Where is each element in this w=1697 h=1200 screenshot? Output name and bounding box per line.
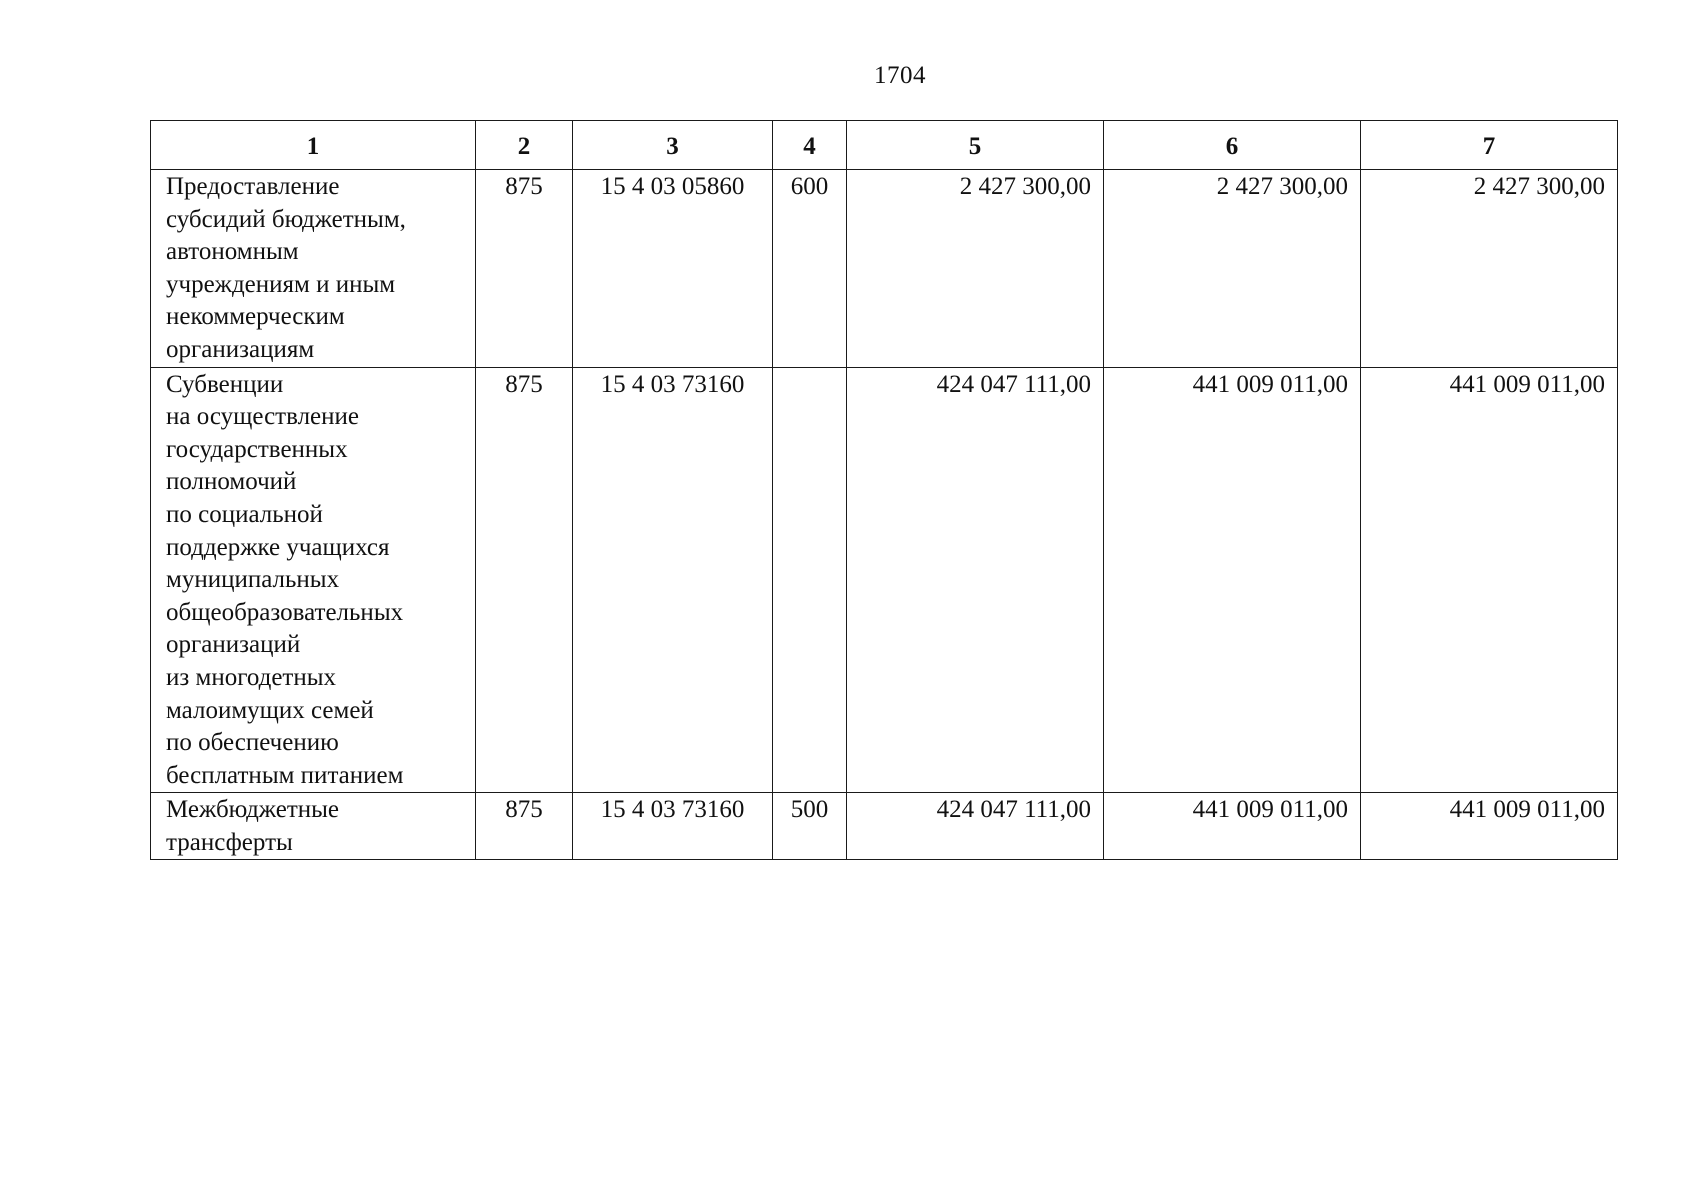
column-header: 1 [151, 121, 476, 170]
column-header: 5 [847, 121, 1104, 170]
row-amount-cell: 424 047 111,00 [847, 367, 1104, 793]
row-code-cell: 875 [476, 793, 573, 860]
row-code-cell: 600 [773, 170, 847, 368]
row-amount-cell: 441 009 011,00 [1104, 793, 1361, 860]
row-amount-cell: 2 427 300,00 [847, 170, 1104, 368]
row-code-cell: 15 4 03 73160 [573, 793, 773, 860]
row-name-cell: Предоставление субсидий бюджетным, автономным учреждениям и иным некоммерческим организациям [151, 170, 476, 368]
page-number: 1704 [874, 62, 926, 89]
row-name-cell: Субвенции на осуществление государственных полномочий по социальной поддержке учащихся муниципальных общеобразовательных организаций из многодетных малоимущих семей по обеспечению бесплатным питанием [151, 367, 476, 793]
column-header: 4 [773, 121, 847, 170]
row-code-cell: 875 [476, 367, 573, 793]
row-amount-cell: 441 009 011,00 [1361, 793, 1618, 860]
budget-table [150, 120, 1618, 860]
row-code-cell: 875 [476, 170, 573, 368]
row-code-cell: 500 [773, 793, 847, 860]
row-amount-cell: 441 009 011,00 [1104, 367, 1361, 793]
table-header-row [151, 121, 1618, 170]
row-code-cell: 15 4 03 73160 [573, 367, 773, 793]
column-header: 3 [573, 121, 773, 170]
row-code-cell: 15 4 03 05860 [573, 170, 773, 368]
column-header: 7 [1361, 121, 1618, 170]
table-row [151, 170, 1618, 368]
row-name-cell: Межбюджетные трансферты [151, 793, 476, 860]
row-amount-cell: 441 009 011,00 [1361, 367, 1618, 793]
row-code-cell [773, 367, 847, 793]
table-row [151, 793, 1618, 860]
column-header: 2 [476, 121, 573, 170]
column-header: 6 [1104, 121, 1361, 170]
table-row [151, 367, 1618, 793]
row-amount-cell: 2 427 300,00 [1361, 170, 1618, 368]
row-amount-cell: 424 047 111,00 [847, 793, 1104, 860]
row-amount-cell: 2 427 300,00 [1104, 170, 1361, 368]
